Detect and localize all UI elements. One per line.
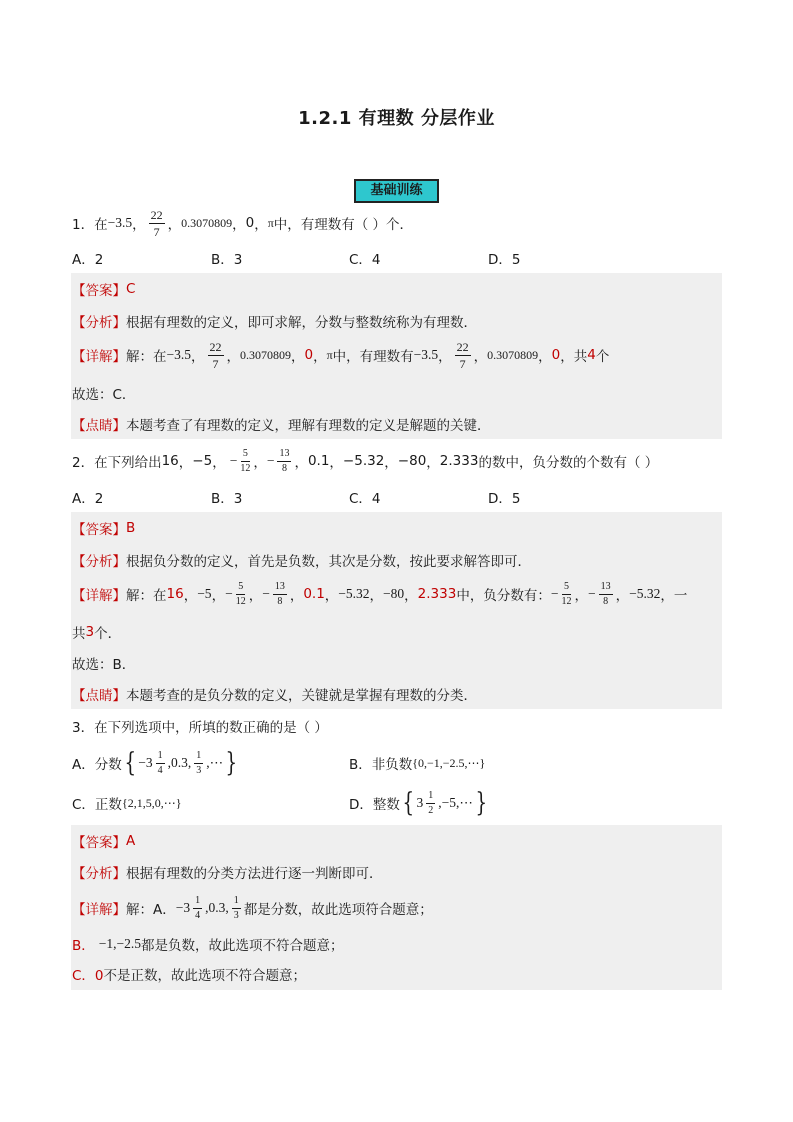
q1-option-b[interactable]: B．3 xyxy=(211,252,243,268)
text-run: 【答案】 xyxy=(72,522,126,538)
q2-detail xyxy=(72,577,722,611)
fraction-denominator: 4 xyxy=(157,764,163,776)
q3-option-c[interactable] xyxy=(72,793,181,813)
fraction-numerator: 5 xyxy=(236,582,245,595)
text-run: 个． xyxy=(94,626,122,642)
text-run: ， xyxy=(178,455,193,471)
fraction-numerator: 5 xyxy=(562,582,571,595)
q2-choice xyxy=(72,653,722,673)
text-run: ,−5,⋯ xyxy=(438,795,473,810)
section-tag-wrap xyxy=(0,179,793,203)
q2-stem xyxy=(72,444,722,478)
text-run: ， xyxy=(167,217,182,233)
text-run: 故选：B． xyxy=(72,657,136,673)
q2-analysis xyxy=(72,550,722,570)
text-run: ， xyxy=(212,455,226,471)
text-run: ,0.3, xyxy=(167,755,192,770)
text-run: −5.32 xyxy=(338,586,370,601)
text-run: −3 xyxy=(138,755,153,770)
fraction-denominator: 4 xyxy=(195,909,201,921)
text-run: ， xyxy=(253,455,267,471)
text-run: ， xyxy=(369,588,384,604)
q1-detail xyxy=(72,338,722,372)
text-run: 【详解】 xyxy=(72,588,126,604)
fraction-numerator: 1 xyxy=(193,896,202,909)
text-run: − xyxy=(229,453,238,468)
text-run: 【分析】 xyxy=(72,554,126,570)
text-run: 0.1 xyxy=(303,586,325,602)
fraction xyxy=(232,896,241,921)
fraction xyxy=(208,341,224,370)
fraction xyxy=(240,449,250,474)
text-run: ， xyxy=(574,588,588,604)
fraction-numerator: 1 xyxy=(156,751,165,764)
text-run: 3 xyxy=(416,795,424,810)
q1-choice xyxy=(72,383,722,403)
text-run: 【点睛】 xyxy=(72,418,126,434)
text-run: ， xyxy=(615,588,630,604)
text-run: 【分析】 xyxy=(72,866,126,882)
fraction-numerator: 22 xyxy=(456,339,469,354)
text-run: 中，有理数有 xyxy=(332,349,414,365)
text-run: ， xyxy=(183,588,198,604)
fraction-numerator: 5 xyxy=(241,449,250,462)
q1-option-c[interactable]: C．4 xyxy=(349,252,381,268)
text-run: 的数中，负分数的个数有（ ） xyxy=(478,455,659,471)
text-run: − xyxy=(262,586,270,601)
text-run: ,⋯ xyxy=(206,755,224,770)
text-run: −1,−2.5 xyxy=(98,936,141,951)
text-run: 【详解】 xyxy=(72,349,126,365)
fraction xyxy=(561,582,571,607)
q1-option-a[interactable]: A．2 xyxy=(72,252,104,268)
q2-option-c[interactable]: C．4 xyxy=(349,491,381,507)
q2-option-d[interactable]: D．5 xyxy=(488,491,521,507)
fraction-numerator: 13 xyxy=(599,582,613,595)
text-run: 0 xyxy=(551,347,561,363)
q3-option-b[interactable] xyxy=(349,753,485,773)
q3-option-a[interactable] xyxy=(72,750,240,776)
fraction-numerator: 1 xyxy=(232,896,241,909)
set-brace: { xyxy=(124,748,136,778)
text-run: ，共 xyxy=(560,349,588,365)
q2-detail-cont xyxy=(72,622,722,642)
fraction-denominator: 12 xyxy=(561,595,572,607)
text-run: −5.32 xyxy=(629,586,661,601)
text-run: 【答案】 xyxy=(72,835,126,851)
text-run: 故选：C． xyxy=(72,387,136,403)
text-run: 0 xyxy=(245,215,255,231)
q3-analysis xyxy=(72,862,722,882)
text-run: 4 xyxy=(587,347,596,363)
fraction-denominator: 8 xyxy=(277,595,283,607)
text-run: 本题考查的是负分数的定义，关键就是掌握有理数的分类． xyxy=(126,688,477,704)
text-run: ,0.3, xyxy=(205,900,229,915)
fraction-denominator: 12 xyxy=(240,462,251,474)
text-run: ， xyxy=(426,455,440,471)
set-brace: } xyxy=(475,788,487,818)
fraction-denominator: 8 xyxy=(281,462,287,474)
text-run: C．正数 xyxy=(72,797,122,813)
text-run: 根据有理数的分类方法进行逐一判断即可． xyxy=(126,866,383,882)
fraction-numerator: 1 xyxy=(426,791,435,804)
text-run: 本题考查了有理数的定义，理解有理数的定义是解题的关键． xyxy=(126,418,491,434)
fraction-denominator: 8 xyxy=(603,595,609,607)
text-run: − xyxy=(225,586,233,601)
fraction xyxy=(599,582,613,607)
text-run: 16 xyxy=(161,453,179,469)
text-run: 2.333 xyxy=(439,453,479,469)
text-run: π xyxy=(267,215,274,230)
text-run: 个 xyxy=(595,349,610,365)
q2-option-a[interactable]: A．2 xyxy=(72,491,104,507)
text-run: − xyxy=(587,586,596,601)
text-run: 根据有理数的定义，即可求解，分数与整数统称为有理数． xyxy=(126,315,477,331)
text-run: − xyxy=(550,586,559,601)
fraction xyxy=(273,582,287,607)
fraction xyxy=(194,751,203,776)
text-run: ， xyxy=(211,588,226,604)
fraction xyxy=(455,341,471,370)
page-title: 1.2.1 有理数 分层作业 xyxy=(298,108,495,129)
text-run: {0,−1,−2.5,⋯} xyxy=(412,755,486,770)
text-run: 解：在 xyxy=(126,588,167,604)
q1-options xyxy=(72,248,722,268)
text-run: 3 xyxy=(85,624,95,640)
text-run: ， xyxy=(289,588,304,604)
text-run: 0.1 xyxy=(307,453,330,469)
q3-options-row1 xyxy=(72,744,722,782)
fraction-numerator: 13 xyxy=(277,449,291,462)
text-run: 【分析】 xyxy=(72,315,126,331)
text-run: ， xyxy=(254,217,268,233)
text-run: ， xyxy=(232,217,246,233)
text-run: 不是正数，故此选项不符合题意； xyxy=(103,968,307,984)
text-run: B xyxy=(126,520,136,536)
text-run: π xyxy=(326,347,333,362)
text-run: 0.3070809 xyxy=(181,215,233,230)
text-run: 【点睛】 xyxy=(72,688,126,704)
text-run: −3.5 xyxy=(107,215,133,230)
text-run: ， xyxy=(404,588,418,604)
text-run: −3 xyxy=(175,900,191,915)
text-run: {2,1,5,0,⋯} xyxy=(121,795,182,810)
text-run: 解：在 xyxy=(126,349,167,365)
q3-options-row2 xyxy=(72,784,722,822)
fraction-numerator: 22 xyxy=(209,339,222,354)
fraction xyxy=(426,791,435,816)
text-run: ， xyxy=(384,455,398,471)
q1-answer xyxy=(72,279,722,299)
section-tag: 基础训练 xyxy=(354,179,438,203)
text-run: 解：A． xyxy=(126,902,176,918)
text-run: A．分数 xyxy=(72,757,122,773)
text-run: ， xyxy=(226,349,240,365)
text-run: 0 xyxy=(304,347,314,363)
text-run: 根据负分数的定义，首先是负数，其次是分数，按此要求解答即可． xyxy=(126,554,531,570)
text-run: A xyxy=(126,833,136,849)
text-run: −5 xyxy=(197,586,212,601)
text-run: ， xyxy=(538,349,552,365)
text-run: ， xyxy=(313,349,327,365)
text-run: C xyxy=(126,281,136,297)
q1-analysis xyxy=(72,311,722,331)
text-run: ， xyxy=(191,349,205,365)
q3-detail-b xyxy=(72,934,722,954)
text-run: ， xyxy=(473,349,488,365)
text-run: 【答案】 xyxy=(72,283,126,299)
text-run: ， xyxy=(132,217,146,233)
q3-stem xyxy=(72,716,722,736)
text-run: ， xyxy=(329,455,343,471)
text-run: B． xyxy=(72,938,95,954)
text-run: −80 xyxy=(397,453,427,469)
text-run: 1．在 xyxy=(72,217,108,233)
text-run: 2．在下列给出 xyxy=(72,455,162,471)
text-run: 中，有理数有（ ）个． xyxy=(273,217,414,233)
fraction-denominator: 7 xyxy=(459,356,466,371)
fraction-denominator: 3 xyxy=(233,909,239,921)
text-run: −3.5 xyxy=(413,347,439,362)
text-run: ， xyxy=(291,349,305,365)
text-run: ， xyxy=(248,588,263,604)
q3-answer xyxy=(72,831,722,851)
text-run: 2.333 xyxy=(417,586,457,602)
q3-detail-c xyxy=(72,964,722,984)
q1-fraction xyxy=(149,209,165,238)
text-run: 0.3070809 xyxy=(487,347,539,362)
set-brace: { xyxy=(402,788,414,818)
fraction-denominator: 7 xyxy=(212,356,219,371)
text-run: ， xyxy=(294,455,308,471)
text-run: C．0 xyxy=(72,968,104,984)
fraction xyxy=(236,582,246,607)
text-run: ， xyxy=(324,588,339,604)
q2-comment xyxy=(72,684,722,704)
q3-option-d[interactable] xyxy=(349,790,489,816)
q2-options xyxy=(72,487,722,507)
text-run: −80 xyxy=(383,586,405,601)
q1-stem xyxy=(72,206,722,240)
q2-answer xyxy=(72,518,722,538)
text-run: − xyxy=(266,453,275,468)
text-run: ， xyxy=(438,349,452,365)
fraction xyxy=(193,896,202,921)
fraction-denominator: 12 xyxy=(235,595,246,607)
text-run: 都是负数，故此选项不符合题意； xyxy=(141,938,344,954)
text-run: 都是分数，故此选项符合题意； xyxy=(243,902,433,918)
fraction-denominator: 2 xyxy=(428,804,434,816)
q2-option-b[interactable]: B．3 xyxy=(211,491,243,507)
text-run: 中，负分数有： xyxy=(456,588,551,604)
text-run: B．非负数 xyxy=(349,757,413,773)
set-brace: } xyxy=(225,748,238,778)
fraction xyxy=(156,751,165,776)
text-run: 0.3070809 xyxy=(240,347,291,362)
text-run: 【详解】 xyxy=(72,902,126,918)
text-run: ，一 xyxy=(660,588,688,604)
fraction-numerator: 1 xyxy=(194,751,203,764)
text-run: −3.5 xyxy=(166,347,191,362)
fraction xyxy=(277,449,291,474)
text-run: −5.32 xyxy=(342,453,385,469)
text-run: 16 xyxy=(166,586,184,602)
fraction-numerator: 13 xyxy=(273,582,287,595)
q3-detail xyxy=(72,890,722,926)
text-run: D．整数 xyxy=(349,797,400,813)
q1-comment xyxy=(72,414,722,434)
fraction-denominator: 7 xyxy=(153,224,160,239)
text-run: 3．在下列选项中，所填的数正确的是（ ） xyxy=(72,720,328,736)
fraction-numerator: 22 xyxy=(150,207,163,222)
fraction-denominator: 3 xyxy=(196,764,202,776)
text-run: −5 xyxy=(192,453,213,469)
q1-option-d[interactable]: D．5 xyxy=(488,252,521,268)
text-run: 共 xyxy=(72,626,86,642)
